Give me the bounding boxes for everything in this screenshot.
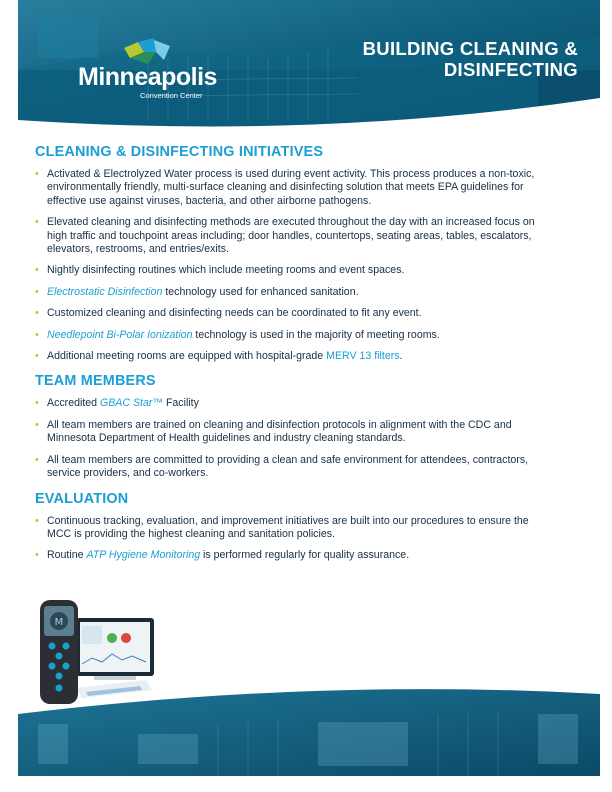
page-title [258, 38, 578, 80]
item-text: All team members are trained on cleaning and disinfection protocols in alignment with the CDC and Minnesota Department of Health guidelines and industry cleaning standards. [47, 418, 512, 445]
item-text: Nightly disinfecting routines which include meeting rooms and event spaces. [47, 264, 405, 277]
item-text: Activated & Electrolyzed Water process is used during event activity. This process produces a non-toxic, environmentally friendly, multi-surface cleaning and disinfecting solution that meets EPA guidelines for effective use against viruses, bacteria, and other airborne pathogens. [47, 168, 535, 207]
highlight-text: Electrostatic Disinfection [47, 285, 163, 298]
highlight-text: ATP Hygiene Monitoring [86, 549, 201, 562]
bullet-list [35, 397, 555, 480]
list-item [35, 286, 555, 299]
bullet-list [35, 168, 555, 363]
bullet-icon: • [35, 549, 39, 562]
footer-building-photo [18, 684, 600, 776]
page-title-line-1: BUILDING CLEANING & [362, 38, 578, 59]
item-text: Elevated cleaning and disinfecting methods are executed throughout the day with an increased focus on high traffic and touchpoint areas including; door handles, countertops, seating areas, tables, escalators, elevators, restrooms, and entries/exits. [47, 216, 535, 256]
highlight-text: MERV 13 filters [326, 350, 400, 363]
item-text: Routine [47, 549, 87, 562]
item-text: technology used for enhanced sanitation. [162, 285, 359, 298]
list-item [35, 549, 555, 562]
bullet-icon: • [35, 514, 39, 527]
footer-banner [18, 684, 600, 776]
item-text: Additional meeting rooms are equipped with hospital-grade [47, 350, 327, 363]
header-banner [18, 0, 600, 132]
list-item [35, 515, 555, 542]
item-text: technology is used in the majority of meeting rooms. [192, 328, 440, 341]
list-item [35, 307, 555, 320]
list-item [35, 216, 555, 256]
item-text: All team members are committed to providing a clean and safe environment for attendees, contractors, service providers, and co-workers. [47, 453, 529, 480]
main-content [35, 142, 555, 571]
item-text: is performed regularly for quality assurance. [200, 549, 410, 562]
bullet-icon: • [35, 350, 39, 363]
list-item [35, 329, 555, 342]
item-text: . [399, 350, 403, 363]
section-heading: EVALUATION [35, 490, 129, 507]
list-item [35, 350, 555, 363]
list-item [35, 168, 555, 208]
bullet-icon: • [35, 453, 39, 466]
item-text: Accredited [47, 397, 100, 410]
svg-text:M: M [54, 617, 64, 628]
section [35, 371, 555, 480]
bullet-icon: • [35, 328, 39, 341]
section [35, 489, 555, 563]
bullet-icon: • [35, 418, 39, 431]
bullet-icon: • [35, 307, 39, 320]
logo-subtitle: Convention Center [140, 91, 203, 100]
bullet-icon: • [35, 285, 39, 298]
logo-name: Minneapolis [78, 63, 217, 91]
section-heading: TEAM MEMBERS [35, 373, 156, 390]
list-item [35, 397, 555, 410]
highlight-text: Needlepoint Bi-Polar Ionization [47, 328, 193, 341]
item-text: Facility [163, 397, 199, 410]
mcc-logo [78, 38, 217, 106]
list-item [35, 454, 555, 481]
bullet-icon: • [35, 397, 39, 410]
page-title-line-2: DISINFECTING [443, 59, 578, 80]
bullet-list [35, 515, 555, 563]
bullet-icon: • [35, 264, 39, 277]
logo-mark-icon [124, 38, 178, 66]
item-text: Customized cleaning and disinfecting needs can be coordinated to fit any event. [47, 307, 422, 320]
list-item [35, 419, 555, 446]
bullet-icon: • [35, 216, 39, 229]
highlight-text: GBAC Star™ [100, 397, 163, 410]
section [35, 142, 555, 363]
item-text: Continuous tracking, evaluation, and improvement initiatives are built into our procedures to ensure the MCC is providing the highest cleaning and sanitation policies. [47, 514, 529, 540]
list-item [35, 264, 555, 277]
bullet-icon: • [35, 168, 39, 180]
section-heading: CLEANING & DISINFECTING INITIATIVES [35, 144, 324, 160]
